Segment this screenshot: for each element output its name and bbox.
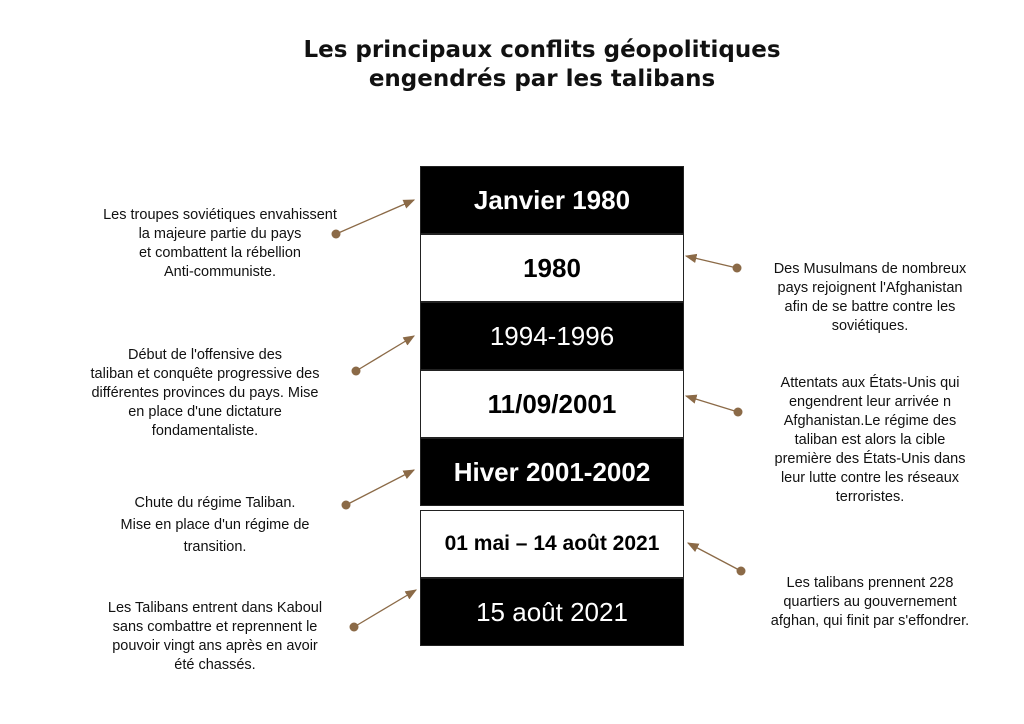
annotation-line: Des Musulmans de nombreux — [773, 261, 967, 277]
annotation-line: taliban est alors la cible — [794, 432, 946, 448]
annotation-line: taliban et conquête progressive des — [90, 366, 320, 382]
timeline-date: 15 août 2021 — [476, 596, 628, 627]
connector-left-1 — [336, 200, 414, 234]
connector-dot — [332, 230, 341, 239]
connector-left-4 — [354, 590, 416, 627]
timeline-date: Hiver 2001-2002 — [453, 456, 651, 487]
annotation-line: leur lutte contre les réseaux — [780, 470, 960, 486]
connector-dot — [342, 501, 351, 510]
annotation-line: Attentats aux États-Unis qui — [780, 375, 960, 391]
annotation-line: Afghanistan.Le régime des — [783, 413, 957, 429]
annotation-line: engendrent leur arrivée n — [788, 394, 952, 410]
annotation-line: pays rejoignent l'Afghanistan — [777, 280, 963, 296]
connector-left-3 — [346, 470, 414, 505]
annotation-line: différentes provinces du pays. Mise — [91, 385, 319, 401]
annotation-line: quartiers au gouvernement — [783, 594, 957, 610]
annotation-line: Les talibans prennent 228 — [786, 575, 954, 591]
annotation-line: transition. — [183, 539, 247, 555]
annotation-line: afin de se battre contre les — [784, 299, 956, 315]
connector-right-1 — [686, 256, 737, 268]
annotation-line: terroristes. — [835, 489, 905, 505]
annotation-line: fondamentaliste. — [151, 423, 259, 439]
annotation-line: été chassés. — [174, 657, 256, 673]
timeline-date: 1980 — [523, 252, 581, 283]
annotation-line: la majeure partie du pays — [138, 226, 302, 242]
annotation-line: Début de l'offensive des — [127, 347, 283, 363]
timeline-date: 11/09/2001 — [487, 388, 617, 419]
connector-dot — [352, 367, 361, 376]
annotation-line: Les troupes soviétiques envahissent — [103, 207, 337, 223]
title-line-1: Les principaux conflits géopolitiques — [303, 37, 781, 63]
annotation-line: Anti-communiste. — [163, 264, 276, 280]
annotation-line: Les Talibans entrent dans Kaboul — [107, 600, 323, 616]
annotation-line: pouvoir vingt ans après en avoir — [112, 638, 318, 654]
annotation-line: soviétiques. — [831, 318, 909, 334]
timeline-date: Janvier 1980 — [473, 184, 631, 215]
annotation-line: première des États-Unis dans — [774, 451, 966, 467]
annotation-line: afghan, qui finit par s'effondrer. — [770, 613, 970, 629]
annotation-line: et combattent la rébellion — [138, 245, 301, 261]
connector-right-2 — [686, 396, 738, 412]
annotation-line: en place d'une dictature — [128, 404, 282, 420]
title-line-2: engendrés par les talibans — [368, 66, 716, 92]
connector-dot — [350, 623, 359, 632]
connector-right-3 — [688, 543, 741, 571]
timeline-date: 01 mai – 14 août 2021 — [444, 532, 660, 555]
annotation-line: sans combattre et reprennent le — [112, 619, 318, 635]
connector-left-2 — [356, 336, 414, 371]
connector-dot — [734, 408, 743, 417]
connector-dot — [733, 264, 742, 273]
annotation-line: Chute du régime Taliban. — [134, 495, 296, 511]
annotation-line: Mise en place d'un régime de — [120, 517, 310, 533]
connector-dot — [737, 567, 746, 576]
timeline-date: 1994-1996 — [489, 320, 615, 351]
